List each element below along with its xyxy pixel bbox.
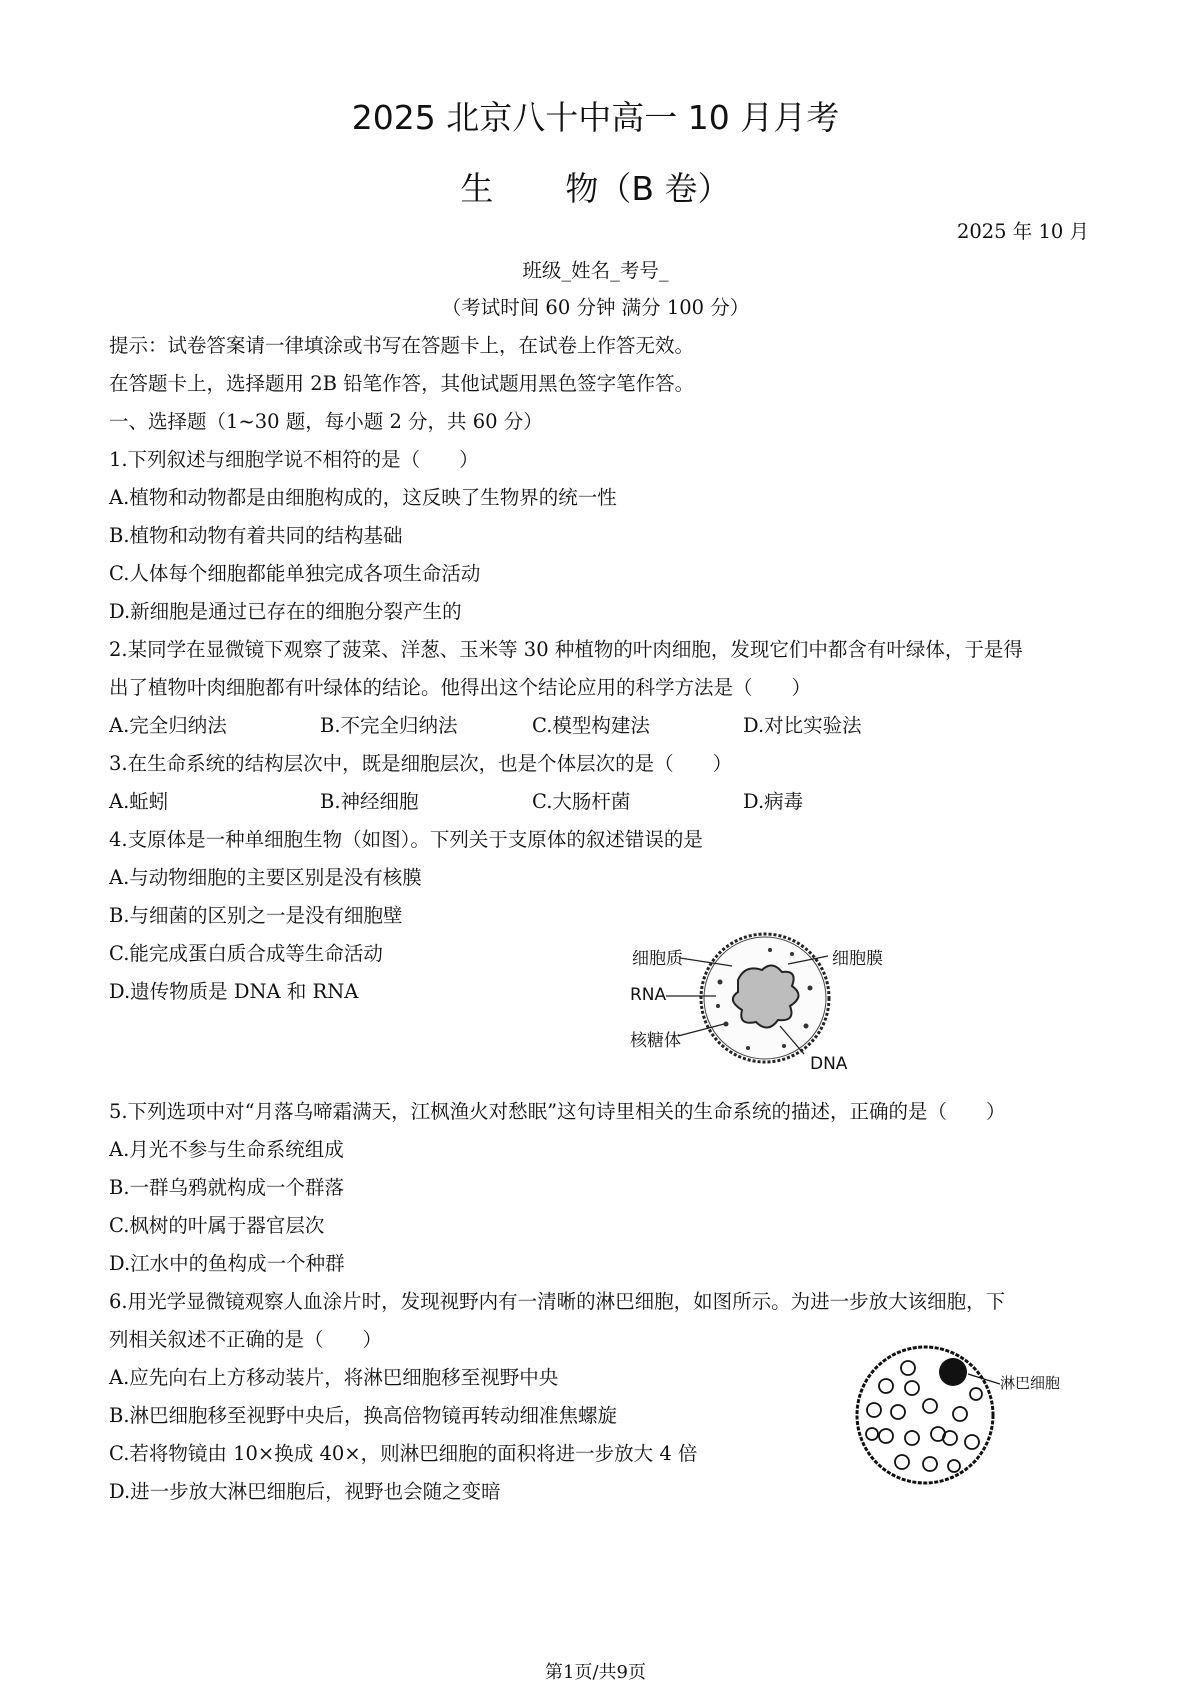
section-title: 一、选择题（1~30 题，每小题 2 分，共 60 分） [109,410,543,433]
q3-stem: 3.在生命系统的结构层次中，既是细胞层次，也是个体层次的是（ ） [109,752,733,775]
q4-option-b: B.与细菌的区别之一是没有细胞壁 [109,904,403,927]
q1-stem: 1.下列叙述与细胞学说不相符的是（ ） [109,448,479,471]
q2-stem-line1: 2.某同学在显微镜下观察了菠菜、洋葱、玉米等 30 种植物的叶肉细胞，发现它们中都含有叶绿体，于是得 [109,638,1023,661]
q3-option-c: C.大肠杆菌 [532,790,631,813]
q4-stem: 4.支原体是一种单细胞生物（如图）。下列关于支原体的叙述错误的是 [109,828,703,851]
exam-title: 2025 北京八十中高一 10 月月考 [351,98,840,137]
q2-option-b: B.不完全归纳法 [320,714,458,737]
q5-option-d: D.江水中的鱼构成一个种群 [109,1252,345,1275]
q1-option-c: C.人体每个细胞都能单独完成各项生命活动 [109,562,481,585]
q3-option-b: B.神经细胞 [320,790,419,813]
exam-meta: （考试时间 60 分钟 满分 100 分） [441,296,750,319]
subject-left: 生 [460,169,494,208]
lymphocyte-cell [939,1358,967,1386]
subject-right: 物（B 卷） [565,169,731,208]
microscope-field-figure [850,1340,1000,1490]
q5-option-b: B.一群乌鸦就构成一个群落 [109,1176,345,1199]
q1-option-b: B.植物和动物有着共同的结构基础 [109,524,403,547]
note-line-2: 在答题卡上，选择题用 2B 铅笔作答，其他试题用黑色签字笔作答。 [109,372,695,395]
q6-option-a: A.应先向右上方移动装片，将淋巴细胞移至视野中央 [109,1366,559,1389]
q1-option-d: D.新细胞是通过已存在的细胞分裂产生的 [109,600,462,623]
q2-option-d: D.对比实验法 [743,714,862,737]
q3-option-d: D.病毒 [743,790,804,813]
label-cytoplasm: 细胞质 [632,949,683,969]
label-ribosome: 核糖体 [630,1031,681,1051]
label-membrane: 细胞膜 [832,949,883,969]
q6-option-b: B.淋巴细胞移至视野中央后，换高倍物镜再转动细准焦螺旋 [109,1404,618,1427]
label-lymphocyte: 淋巴细胞 [1000,1374,1061,1392]
student-info: 班级_姓名_考号_ [522,259,669,282]
q5-stem: 5.下列选项中对“月落乌啼霜满天，江枫渔火对愁眠”这句诗里相关的生命系统的描述，正确的是（ ） [109,1100,1006,1123]
exam-date: 2025 年 10 月 [956,220,1089,243]
q5-option-a: A.月光不参与生命系统组成 [109,1138,344,1161]
q4-option-a: A.与动物细胞的主要区别是没有核膜 [109,866,422,889]
q2-stem-line2: 出了植物叶肉细胞都有叶绿体的结论。他得出这个结论应用的科学方法是（ ） [109,676,812,699]
page-footer: 第1页/共9页 [545,1662,646,1683]
nucleoid-dna-region [733,965,799,1027]
q4-option-d: D.遗传物质是 DNA 和 RNA [109,980,359,1003]
q5-option-c: C.枫树的叶属于器官层次 [109,1214,325,1237]
q2-option-c: C.模型构建法 [532,714,650,737]
q3-option-a: A.蚯蚓 [109,790,169,813]
q6-option-d: D.进一步放大淋巴细胞后，视野也会随之变暗 [109,1480,501,1503]
q6-stem-line2: 列相关叙述不正确的是（ ） [109,1328,383,1351]
q2-option-a: A.完全归纳法 [109,714,227,737]
q6-option-c: C.若将物镜由 10×换成 40×，则淋巴细胞的面积将进一步放大 4 倍 [109,1442,698,1465]
field-of-view-circle [857,1347,993,1483]
q1-option-a: A.植物和动物都是由细胞构成的，这反映了生物界的统一性 [109,486,617,509]
label-dna: DNA [810,1054,848,1074]
note-line-1: 提示：试卷答案请一律填涂或书写在答题卡上，在试卷上作答无效。 [109,334,695,357]
q4-option-c: C.能完成蛋白质合成等生命活动 [109,942,383,965]
subject-title [0,163,1191,210]
q6-stem-line1: 6.用光学显微镜观察人血涂片时，发现视野内有一清晰的淋巴细胞，如图所示。为进一步放大该细胞，下 [109,1290,1006,1313]
label-rna: RNA [630,985,667,1005]
